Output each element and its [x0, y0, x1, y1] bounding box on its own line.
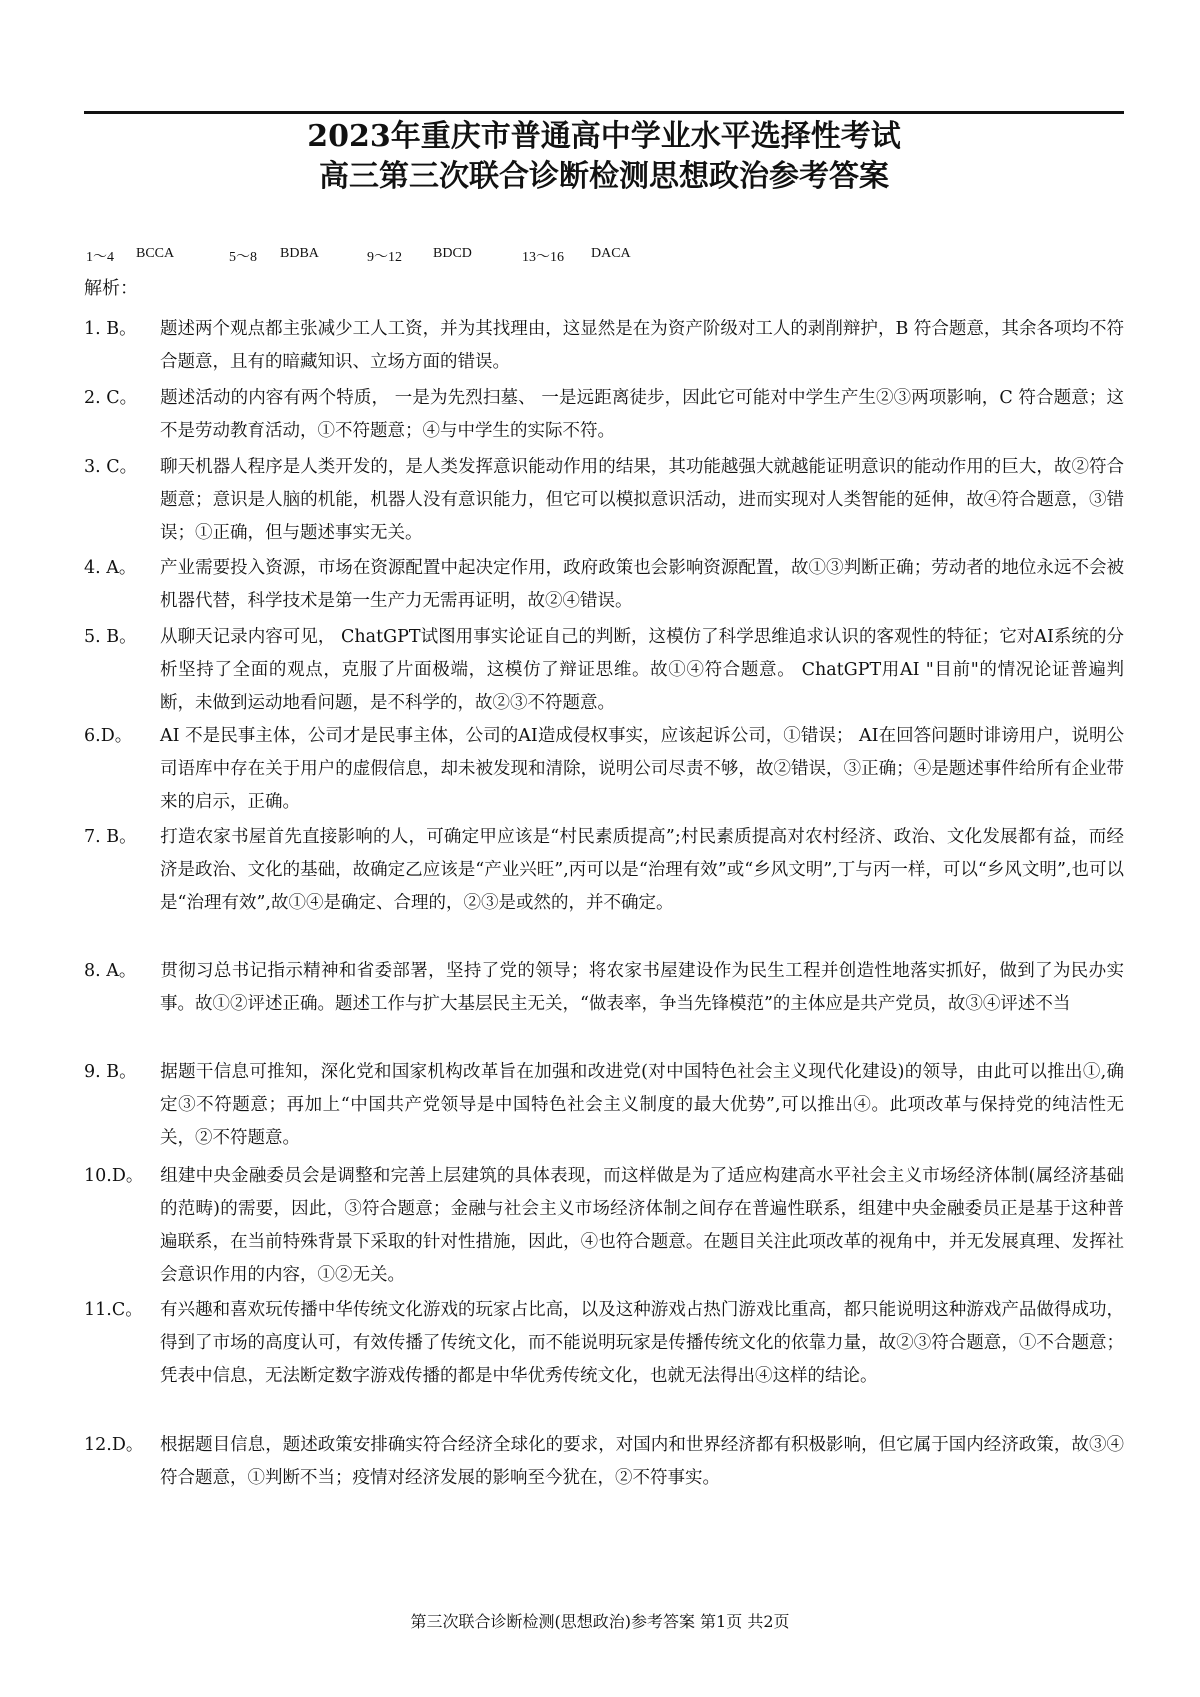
- analysis-item-7: [84, 821, 1124, 920]
- answer-letters: DACA: [591, 246, 631, 261]
- item-number: 11.C。: [84, 1300, 143, 1320]
- analysis-item-1: [84, 313, 1124, 379]
- item-text: 题述两个观点都主张减少工人工资，并为其找理由，这显然是在为资产阶级对工人的剥削辩护，B 符合题意，其余各项均不符合题意，且有的暗藏知识、立场方面的错误。: [160, 319, 1124, 372]
- item-text: 据题干信息可推知，深化党和国家机构改革旨在加强和改进党(对中国特色社会主义现代化建设)的领导，由此可以推出①,确定③不符题意；再加上“中国共产党领导是中国特色社会主义制度的最大优势”,可以推出④。此项改革与保持党的纯洁性无关，②不符题意。: [160, 1062, 1124, 1148]
- answer-letters: BDCD: [433, 246, 472, 261]
- item-text: AI 不是民事主体，公司才是民事主体，公司的AI造成侵权事实，应该起诉公司，①错误； AI在回答问题时诽谤用户，说明公司语库中存在关于用户的虚假信息，却未被发现和清除，说明公司尽责不够，故②错误，③正确；④是题述事件给所有企业带来的启示，正确。: [160, 726, 1124, 812]
- item-text: 聊天机器人程序是人类开发的，是人类发挥意识能动作用的结果，其功能越强大就越能证明意识的能动作用的巨大，故②符合题意；意识是人脑的机能，机器人没有意识能力，但它可以模拟意识活动，进而实现对人类智能的延伸，故④符合题意，③错误；①正确，但与题述事实无关。: [160, 457, 1124, 543]
- item-text: 打造农家书屋首先直接影响的人，可确定甲应该是“村民素质提高”;村民素质提高对农村经济、政治、文化发展都有益，而经济是政治、文化的基础，故确定乙应该是“产业兴旺”,丙可以是“治理有效”或“乡风文明”,丁与丙一样，可以“乡风文明”,也可以是“治理有效”,故①④是确定、合理的，②③是或然的，并不确定。: [160, 827, 1124, 913]
- item-text: 有兴趣和喜欢玩传播中华传统文化游戏的玩家占比高，以及这种游戏占热门游戏比重高，都只能说明这种游戏产品做得成功，得到了市场的高度认可，有效传播了传统文化，而不能说明玩家是传播传统文化的依靠力量，故②③符合题意，①不合题意；凭表中信息，无法断定数字游戏传播的都是中华优秀传统文化，也就无法得出④这样的结论。: [160, 1300, 1124, 1386]
- answer-letters: BCCA: [136, 246, 175, 261]
- analysis-item-12: [84, 1429, 1124, 1495]
- answer-range: 9～12: [367, 250, 402, 265]
- item-text: 题述活动的内容有两个特质， 一是为先烈扫墓、 一是远距离徒步，因此它可能对中学生产生②③两项影响，C 符合题意；这不是劳动教育活动，①不符题意；④与中学生的实际不符。: [160, 388, 1124, 441]
- answer-range: 13～16: [522, 250, 564, 265]
- item-number: 9. B。: [84, 1062, 137, 1082]
- analysis-item-6: [84, 720, 1124, 819]
- item-text: 组建中央金融委员会是调整和完善上层建筑的具体表现，而这样做是为了适应构建高水平社会主义市场经济体制(属经济基础的范畴)的需要，因此，③符合题意；金融与社会主义市场经济体制之间存在普遍性联系，组建中央金融委员正是基于这种普遍联系，在当前特殊背景下采取的针对性措施，因此，④也符合题意。在题目关注此项改革的视角中，并无发展真理、发挥社会意识作用的内容，①②无关。: [160, 1166, 1124, 1285]
- analysis-item-9: [84, 1056, 1124, 1155]
- analysis-item-8: [84, 955, 1124, 1021]
- item-number: 3. C。: [84, 457, 138, 477]
- item-number: 5. B。: [84, 627, 137, 647]
- item-number: 8. A。: [84, 961, 137, 981]
- item-number: 10.D。: [84, 1166, 144, 1186]
- item-text: 产业需要投入资源，市场在资源配置中起决定作用，政府政策也会影响资源配置，故①③判断正确；劳动者的地位永远不会被机器代替，科学技术是第一生产力无需再证明，故②④错误。: [160, 558, 1124, 611]
- analysis-item-5: [84, 621, 1124, 720]
- answer-range: 5～8: [229, 250, 257, 265]
- item-number: 2. C。: [84, 388, 138, 408]
- item-number: 7. B。: [84, 827, 137, 847]
- analysis-item-11: [84, 1294, 1124, 1393]
- analysis-item-2: [84, 382, 1124, 448]
- title-line-1: 2023年重庆市普通高中学业水平选择性考试: [307, 119, 901, 154]
- item-text: 从聊天记录内容可见， ChatGPT试图用事实论证自己的判断，这模仿了科学思维追求认识的客观性的特征；它对AI系统的分析坚持了全面的观点，克服了片面极端，这模仿了辩证思维。故①④符合题意。 ChatGPT用AI "目前"的情况论证普遍判断，未做到运动地看问题，是不科学的，故②③不符题意。: [160, 627, 1124, 713]
- page-footer: 第三次联合诊断检测(思想政治)参考答案 第1页 共2页: [410, 1612, 790, 1631]
- item-text: 贯彻习总书记指示精神和省委部署，坚持了党的领导；将农家书屋建设作为民生工程并创造性地落实抓好，做到了为民办实事。故①②评述正确。题述工作与扩大基层民主无关，“做表率，争当先锋模范”的主体应是共产党员，故③④评述不当: [160, 961, 1124, 1014]
- item-number: 1. B。: [84, 319, 137, 339]
- analysis-item-10: [84, 1160, 1124, 1292]
- title-line-2: 高三第三次联合诊断检测思想政治参考答案: [319, 159, 889, 194]
- analysis-item-3: [84, 451, 1124, 550]
- item-number: 4. A。: [84, 558, 137, 578]
- top-rule: [84, 111, 1124, 114]
- answer-letters: BDBA: [280, 246, 319, 261]
- answer-range: 1～4: [86, 250, 114, 265]
- item-number: 12.D。: [84, 1435, 144, 1455]
- analysis-item-4: [84, 552, 1124, 618]
- item-number: 6.D。: [84, 726, 133, 746]
- item-text: 根据题目信息，题述政策安排确实符合经济全球化的要求，对国内和世界经济都有积极影响，但它属于国内经济政策，故③④符合题意，①判断不当；疫情对经济发展的影响至今犹在，②不符事实。: [160, 1435, 1124, 1488]
- analysis-label: 解析：: [84, 278, 138, 299]
